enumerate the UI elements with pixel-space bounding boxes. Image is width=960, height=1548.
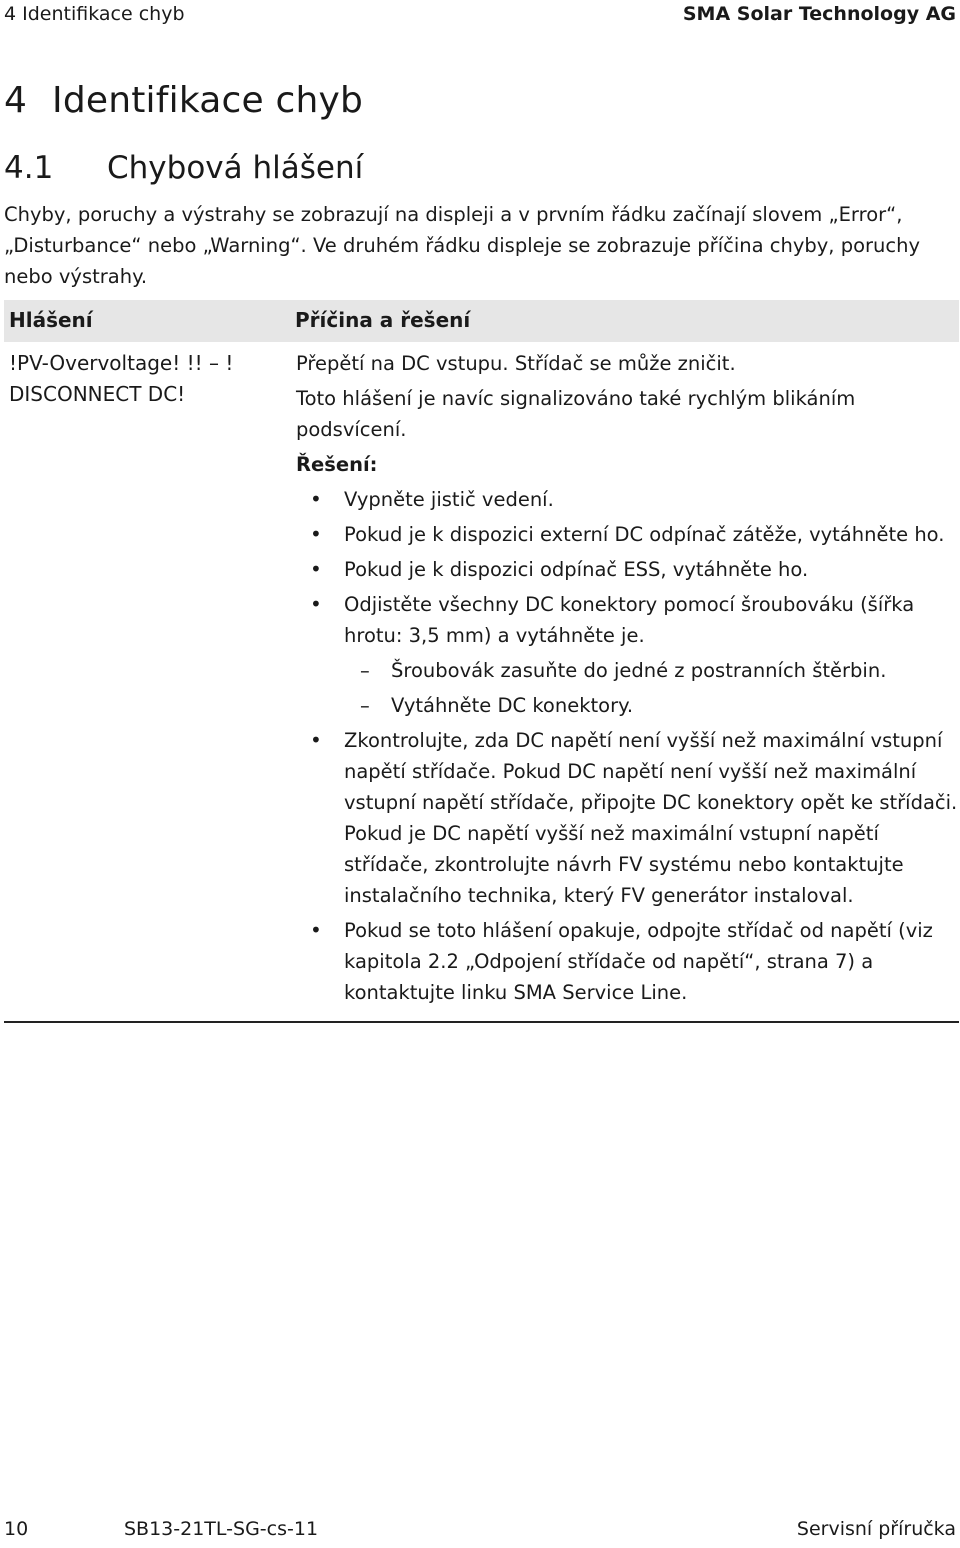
header-cause: Příčina a řešení bbox=[295, 308, 471, 332]
page-number: 10 bbox=[4, 1518, 29, 1540]
section-number: 4.1 bbox=[4, 150, 54, 186]
step-1: • Vypněte jistič vedení. bbox=[296, 484, 960, 515]
message-line-2: DISCONNECT DC! bbox=[9, 382, 186, 406]
cause-cell bbox=[296, 348, 960, 1012]
document-id: SB13-21TL-SG-cs-11 bbox=[124, 1518, 319, 1540]
table-header bbox=[4, 300, 959, 342]
step-2: • Pokud je k dispozici externí DC odpínač zátěže, vytáhněte ho. bbox=[296, 519, 960, 550]
page-header bbox=[4, 3, 956, 25]
message-line-1: !PV-Overvoltage! !! – ! bbox=[9, 351, 234, 375]
chapter-title bbox=[4, 80, 363, 121]
message-cell bbox=[9, 348, 233, 410]
solution-steps bbox=[296, 484, 960, 1008]
step-5-extra: Pokud je DC napětí vyšší než maximální vstupní napětí střídače, zkontrolujte návrh FV systému nebo kontaktujte instalačního technika, který FV generátor instaloval. bbox=[344, 822, 904, 907]
step-5 bbox=[296, 725, 960, 911]
header-company: SMA Solar Technology AG bbox=[682, 3, 956, 25]
page-footer bbox=[4, 1518, 956, 1542]
intro-paragraph: Chyby, poruchy a výstrahy se zobrazují na displeji a v prvním řádku začínají slovem „Error“, „Disturbance“ nebo „Warning“. Ve druhém řádku displeje se zobrazuje příčina chyby, poruchy nebo výstrahy. bbox=[4, 203, 921, 288]
solution-label: Řešení: bbox=[296, 453, 378, 476]
section-title bbox=[4, 150, 363, 186]
chapter-number: 4 bbox=[4, 80, 28, 121]
cause-text-2: Toto hlášení je navíc signalizováno také rychlým blikáním podsvícení. bbox=[296, 387, 856, 441]
document-title: Servisní příručka bbox=[796, 1518, 956, 1540]
substep-1: – Šroubovák zasuňte do jedné z postranních štěrbin. bbox=[344, 655, 960, 686]
section-title-text: Chybová hlášení bbox=[107, 150, 364, 186]
step-4-substeps bbox=[344, 655, 960, 721]
step-4 bbox=[296, 589, 960, 721]
step-4-text: Odjistěte všechny DC konektory pomocí šroubováku (šířka hrotu: 3,5 mm) a vytáhněte je. bbox=[344, 593, 915, 647]
step-6: • Pokud se toto hlášení opakuje, odpojte střídač od napětí (viz kapitola 2.2 „Odpojení střídače od napětí“, strana 7) a kontaktujte linku SMA Service Line. bbox=[296, 915, 960, 1008]
step-3: • Pokud je k dispozici odpínač ESS, vytáhněte ho. bbox=[296, 554, 960, 585]
cause-text-1: Přepětí na DC vstupu. Střídač se může zničit. bbox=[296, 352, 736, 375]
substep-2: – Vytáhněte DC konektory. bbox=[344, 690, 960, 721]
header-message: Hlášení bbox=[9, 308, 93, 332]
step-5-text: Zkontrolujte, zda DC napětí není vyšší než maximální vstupní napětí střídače. Pokud DC napětí není vyšší než maximální vstupní napětí střídače, připojte DC konektory opět ke střídači. bbox=[344, 729, 958, 814]
header-section: 4 Identifikace chyb bbox=[4, 3, 185, 25]
chapter-title-text: Identifikace chyb bbox=[52, 80, 364, 121]
table-bottom-rule bbox=[4, 1021, 959, 1023]
